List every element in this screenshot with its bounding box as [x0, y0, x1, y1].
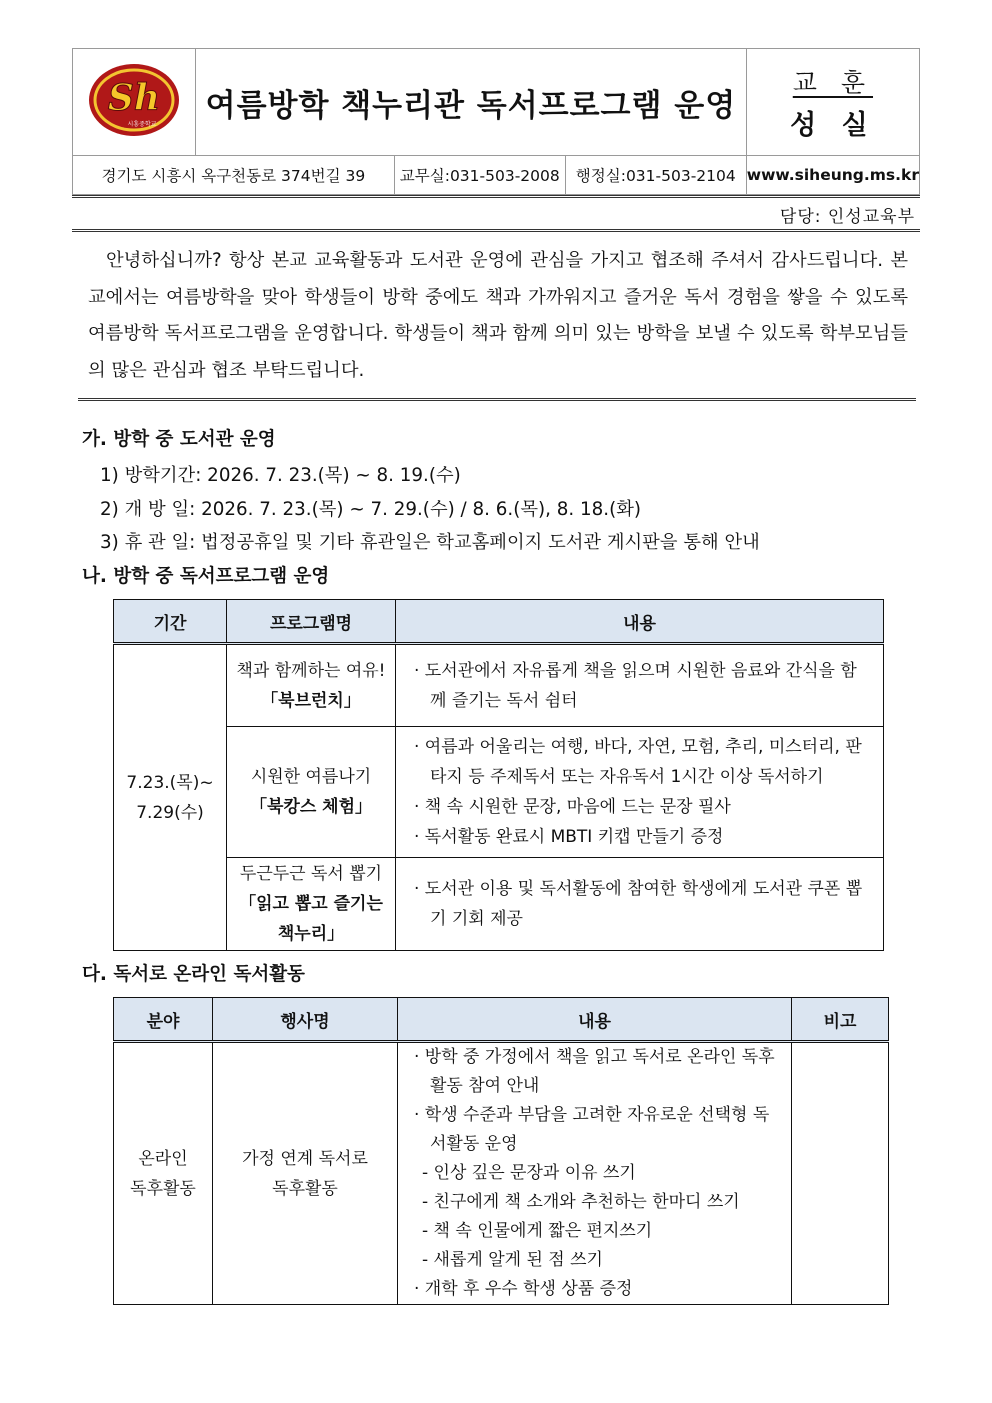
content-item: · 학생 수준과 부담을 고려한 자유로운 선택형 독서활동 운영: [414, 1105, 770, 1154]
program-name: 「북캉스 체험」: [249, 797, 373, 817]
header-program-name: 프로그램명: [227, 600, 396, 644]
header-field: 분야: [114, 998, 213, 1042]
admin-office-phone: 행정실:031-503-2104: [565, 156, 746, 195]
field-line-2: 독후활동: [130, 1178, 196, 1199]
program-subtitle: 책과 함께하는 여유!: [236, 660, 386, 681]
program-content: [396, 644, 884, 727]
content-item: · 방학 중 가정에서 책을 읽고 독서로 온라인 독후활동 참여 안내: [414, 1047, 775, 1096]
activity-content: [398, 1042, 792, 1305]
program-table: [113, 599, 884, 951]
vacation-period: 1) 방학기간: 2026. 7. 23.(목) ~ 8. 19.(수): [100, 465, 461, 486]
header-event-name: 행사명: [213, 998, 398, 1042]
content-item: · 여름과 어울리는 여행, 바다, 자연, 모험, 추리, 미스터리, 판타지 등 주제독서 또는 자유독서 1시간 이상 독서하기: [414, 737, 862, 787]
activity-event: [213, 1042, 398, 1305]
program-subtitle: 시원한 여름나기: [250, 767, 372, 787]
period-line-1: 7.23.(목)~: [126, 772, 214, 793]
sub-item: - 인상 깊은 문장과 이유 쓰기: [422, 1163, 636, 1183]
field-line-1: 온라인: [138, 1148, 188, 1169]
school-logo-cell: [73, 49, 196, 156]
logo-text: Sh: [107, 77, 161, 119]
content-item: · 도서관에서 자유롭게 책을 읽으며 시원한 음료와 간식을 함께 즐기는 독서 쉼터: [414, 660, 857, 711]
header-content: 내용: [396, 600, 884, 644]
header-period: 기간: [114, 600, 227, 644]
intro-paragraph: [88, 243, 908, 389]
activity-note: [792, 1042, 889, 1305]
event-line-1: 가정 연계 독서로: [242, 1148, 368, 1169]
header-content: 내용: [398, 998, 792, 1042]
header-note: 비고: [792, 998, 889, 1042]
program-bookbrunch: [227, 644, 396, 727]
section-online-title: 다. 독서로 온라인 독서활동: [82, 964, 305, 985]
content-item: · 책 속 시원한 문장, 마음에 드는 문장 필사: [414, 797, 731, 817]
header-divider: [72, 195, 920, 198]
sub-item: - 책 속 인물에게 짧은 편지쓰기: [422, 1221, 653, 1241]
activity-field: [114, 1042, 213, 1305]
logo-subtext: 시흥중학교: [127, 121, 157, 128]
program-period: [114, 644, 227, 951]
open-days: 2) 개 방 일: 2026. 7. 23.(목) ~ 7. 29.(수) / 8. 6.(목), 8. 18.(화): [100, 499, 642, 520]
teachers-office-phone: 교무실:031-503-2008: [394, 156, 565, 195]
school-website: www.siheung.ms.kr: [746, 156, 919, 195]
contact-divider: [72, 229, 920, 232]
event-line-2: 독후활동: [272, 1178, 338, 1199]
online-activity-table: [113, 997, 889, 1305]
program-name: 「북브런치」: [261, 690, 361, 711]
closed-days: 3) 휴 관 일: 법정공휴일 및 기타 휴관일은 학교홈페이지 도서관 게시판을 통해 안내: [100, 532, 760, 553]
motto-value: 성 실: [790, 109, 876, 141]
program-bookcance: [227, 727, 396, 858]
content-item: · 도서관 이용 및 독서활동에 참여한 학생에게 도서관 쿠폰 뽑기 기회 제공: [414, 879, 863, 929]
program-content: [396, 727, 884, 858]
motto-label: 교 훈: [792, 67, 874, 97]
program-subtitle: 두근두근 독서 뽑기: [239, 864, 383, 884]
motto-cell: [746, 49, 919, 156]
program-content: [396, 858, 884, 951]
program-name: 「읽고 뽑고 즐기는: [239, 894, 383, 914]
school-logo: [84, 58, 184, 142]
contact-department: 담당: 인성교육부: [779, 207, 915, 227]
period-line-2: 7.29(수): [136, 802, 204, 823]
section-library-hours-title: 가. 방학 중 도서관 운영: [82, 429, 276, 450]
sub-item: - 친구에게 책 소개와 추천하는 한마디 쓰기: [422, 1192, 740, 1212]
program-reading-draw: [227, 858, 396, 951]
intro-text: 안녕하십니까? 항상 본교 교육활동과 도서관 운영에 관심을 가지고 협조해 주셔서 감사드립니다. 본교에서는 여름방학을 맞아 학생들이 방학 중에도 책과 가까워지고 즐거운 독서 경험을 쌓을 수 있도록 여름방학 독서프로그램을 운영합니다. 학생들이 책과 함께 의미 있는 방학을 보낼 수 있도록 학부모님들의 많은 관심과 협조 부탁드립니다.: [88, 250, 908, 381]
section-program-title: 나. 방학 중 독서프로그램 운영: [82, 566, 330, 587]
document-title: 여름방학 책누리관 독서프로그램 운영: [196, 49, 747, 156]
content-item: · 개학 후 우수 학생 상품 증정: [414, 1279, 633, 1299]
program-name-cont: 책누리」: [277, 924, 345, 944]
document-header: [72, 48, 920, 195]
content-item: · 독서활동 완료시 MBTI 키캡 만들기 증정: [414, 827, 724, 847]
sub-item: - 새롭게 알게 된 점 쓰기: [422, 1250, 603, 1270]
school-address: 경기도 시흥시 옥구천동로 374번길 39: [73, 156, 395, 195]
intro-divider: [78, 398, 916, 401]
